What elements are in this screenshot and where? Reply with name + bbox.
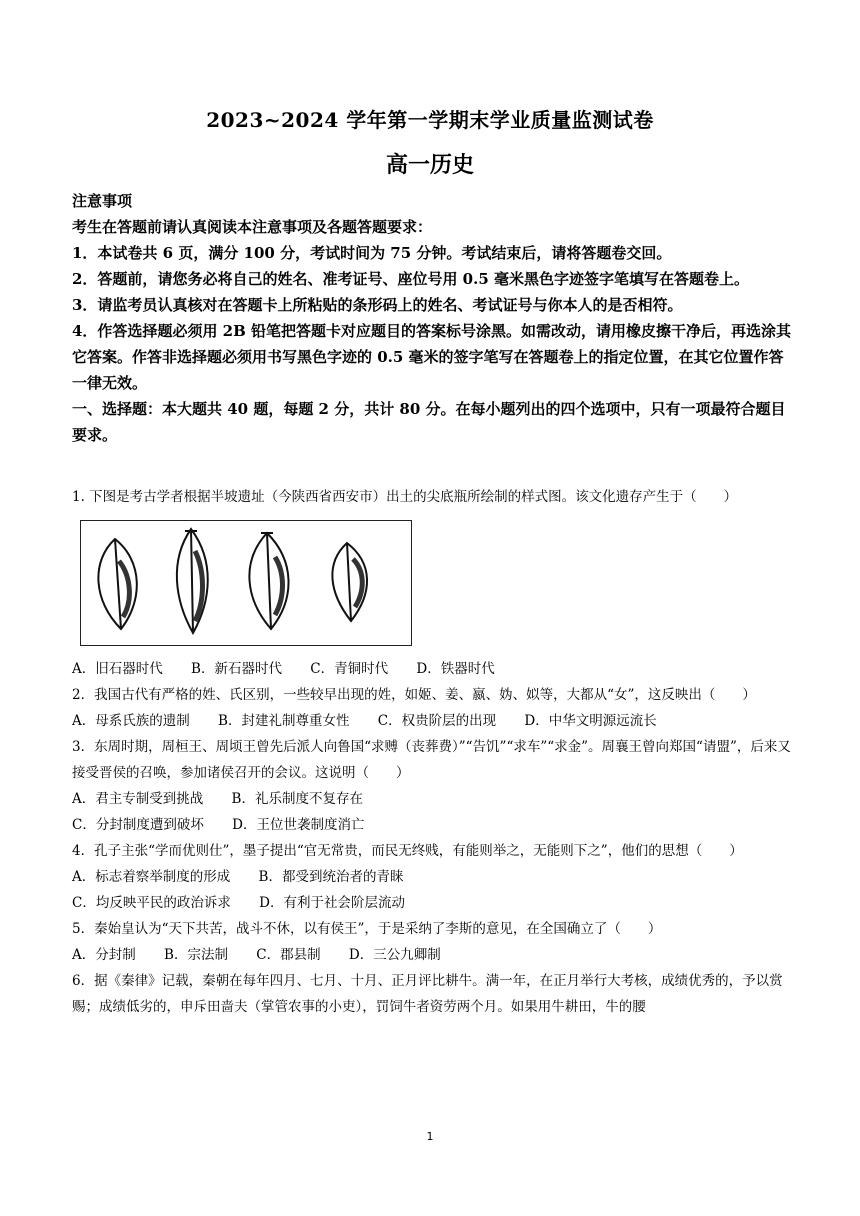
section-heading: 一、选择题：本大题共 40 题，每题 2 分，共计 80 分。在每小题列出的四个选项中，只有一项最符合题目要求。: [72, 400, 786, 444]
question-stem: 2．我国古代有严格的姓、氏区别，一些较早出现的姓，如姬、姜、嬴、妫、姒等，大都从“女”，这反映出（ ）: [72, 687, 756, 703]
option-d[interactable]: D．三公九卿制: [348, 947, 441, 963]
options-row: [72, 812, 796, 838]
option-a[interactable]: A．分封制: [72, 947, 136, 963]
option-b[interactable]: B．宗法制: [164, 947, 228, 963]
notes-item: 2．答题前，请您务必将自己的姓名、准考证号、座位号用 0.5 毫米黑色字迹签字笔填写在答题卷上。: [72, 270, 749, 288]
notes-heading: 注意事项: [72, 192, 133, 210]
option-a[interactable]: A．旧石器时代: [72, 661, 163, 677]
option-b[interactable]: B．都受到统治者的青睐: [258, 869, 404, 885]
question-stem: 3．东周时期，周桓王、周顷王曾先后派人向鲁国“求赙（丧葬费）”“告饥”“求车”“求金”。周襄王曾向郑国“请盟”，后来又接受晋侯的召唤，参加诸侯召开的会议。这说明（ ）: [72, 739, 791, 781]
questions-block: [72, 484, 796, 1020]
options-row: [72, 708, 796, 734]
option-c[interactable]: C．郡县制: [256, 947, 321, 963]
notes-item: 4．作答选择题必须用 2B 铅笔把答题卡对应题目的答案标号涂黑。如需改动，请用橡皮擦干净后，再选涂其它答案。作答非选择题必须用书写黑色字迹的 0.5 毫米的签字笔写在答题卷上的指定位置，在其它位置作答一律无效。: [72, 322, 792, 392]
options-row: [72, 656, 796, 682]
question-stem: 1. 下图是考古学者根据半坡遗址（今陕西省西安市）出土的尖底瓶所绘制的样式图。该文化遗存产生于（ ）: [72, 489, 738, 505]
option-d[interactable]: D．中华文明源远流长: [524, 713, 657, 729]
page-number: 1: [426, 1130, 434, 1143]
option-c[interactable]: C．青铜时代: [310, 661, 389, 677]
option-d[interactable]: D．铁器时代: [416, 661, 495, 677]
options-row: [72, 786, 796, 812]
notes-block: [72, 188, 796, 448]
option-b[interactable]: B．封建礼制尊重女性: [218, 713, 350, 729]
notes-item: 3．请监考员认真核对在答题卡上所粘贴的条形码上的姓名、考试证号与你本人的是否相符。: [72, 296, 683, 314]
pointed-bottom-vase-figure: [80, 520, 412, 646]
option-a[interactable]: A．君主专制受到挑战: [72, 791, 204, 807]
question-stem: 6．据《秦律》记载，秦朝在每年四月、七月、十月、正月评比耕牛。满一年，在正月举行大考核，成绩优秀的，予以赏赐；成绩低劣的，申斥田啬夫（掌管农事的小吏），罚饲牛者资劳两个月。如果用牛耕田，牛的腰: [72, 973, 783, 1015]
option-d[interactable]: D．王位世袭制度消亡: [232, 817, 365, 833]
question-stem: 4．孔子主张“学而优则仕”，墨子提出“官无常贵，而民无终贱，有能则举之，无能则下之”，他们的思想（ ）: [72, 843, 743, 859]
exam-title: 2023~2024 学年第一学期末学业质量监测试卷: [206, 108, 654, 132]
option-c[interactable]: C．均反映平民的政治诉求: [72, 895, 231, 911]
subject-title: 高一历史: [385, 152, 474, 178]
vase-drawings: [81, 521, 411, 645]
option-c[interactable]: C．权贵阶层的出现: [377, 713, 497, 729]
option-d[interactable]: D．有利于社会阶层流动: [259, 895, 405, 911]
options-row: [72, 890, 796, 916]
option-a[interactable]: A．母系氏族的遗制: [72, 713, 190, 729]
notes-intro: 考生在答题前请认真阅读本注意事项及各题答题要求：: [72, 218, 433, 236]
option-b[interactable]: B．礼乐制度不复存在: [231, 791, 363, 807]
question-stem: 5．秦始皇认为“天下共苦，战斗不休，以有侯王”，于是采纳了李斯的意见，在全国确立了（ ）: [72, 921, 662, 937]
options-row: [72, 942, 796, 968]
notes-item: 1．本试卷共 6 页，满分 100 分，考试时间为 75 分钟。考试结束后，请将答题卷交回。: [72, 244, 672, 262]
option-a[interactable]: A．标志着察举制度的形成: [72, 869, 231, 885]
options-row: [72, 864, 796, 890]
option-b[interactable]: B．新石器时代: [191, 661, 282, 677]
option-c[interactable]: C．分封制度遭到破坏: [72, 817, 204, 833]
